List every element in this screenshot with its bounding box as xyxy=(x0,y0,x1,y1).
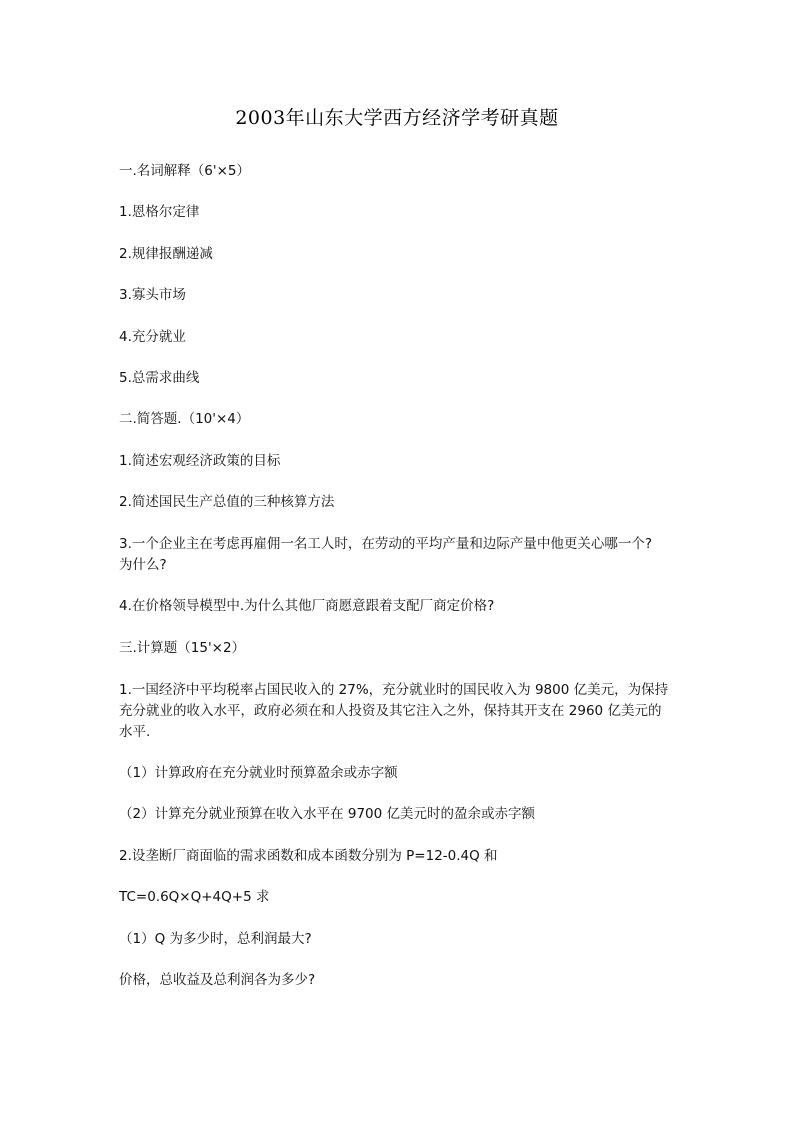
calc-question-2-line: （1）Q 为多少时，总利润最大? xyxy=(119,931,312,947)
calc-question-2-line: 2.设垄断厂商面临的需求函数和成本函数分别为 P=12-0.4Q 和 xyxy=(119,848,498,864)
term-item: 2.规律报酬递减 xyxy=(119,246,213,262)
term-item: 3.寡头市场 xyxy=(119,287,186,303)
calc-question-1-line: 充分就业的收入水平，政府必须在和人投资及其它注入之外，保持其开支在 2960 亿美元的 xyxy=(119,703,662,719)
term-item: 1.恩格尔定律 xyxy=(119,204,200,220)
calc-question-2-line: TC=0.6Q×Q+4Q+5 求 xyxy=(119,889,270,905)
term-item: 5.总需求曲线 xyxy=(119,370,200,386)
document-title: 2003年山东大学西方经济学考研真题 xyxy=(235,107,559,129)
calc-question-1-line: 水平. xyxy=(119,724,151,740)
calc-subquestion: （2）计算充分就业预算在收入水平在 9700 亿美元时的盈余或赤字额 xyxy=(119,806,536,822)
calc-question-1-line: 1.一国经济中平均税率占国民收入的 27%，充分就业时的国民收入为 9800 亿美元，为保持 xyxy=(119,682,669,698)
question-item: 1.简述宏观经济政策的目标 xyxy=(119,453,281,469)
question-item: 3.一个企业主在考虑再雇佣一名工人时，在劳动的平均产量和边际产量中他更关心哪一个? xyxy=(119,536,653,552)
question-item: 2.简述国民生产总值的三种核算方法 xyxy=(119,494,335,510)
section-heading-calculation: 三.计算题（15'×2） xyxy=(119,640,246,656)
calc-question-2-line: 价格，总收益及总利润各为多少? xyxy=(119,972,316,988)
section-heading-terms: 一.名词解释（6'×5） xyxy=(119,163,250,179)
term-item: 4.充分就业 xyxy=(119,329,186,345)
question-item: 4.在价格领导模型中.为什么其他厂商愿意跟着支配厂商定价格? xyxy=(119,598,495,614)
question-item-continued: 为什么? xyxy=(119,557,167,573)
calc-subquestion: （1）计算政府在充分就业时预算盈余或赤字额 xyxy=(119,765,398,781)
section-heading-short-answer: 二.简答题.（10'×4） xyxy=(119,411,250,427)
